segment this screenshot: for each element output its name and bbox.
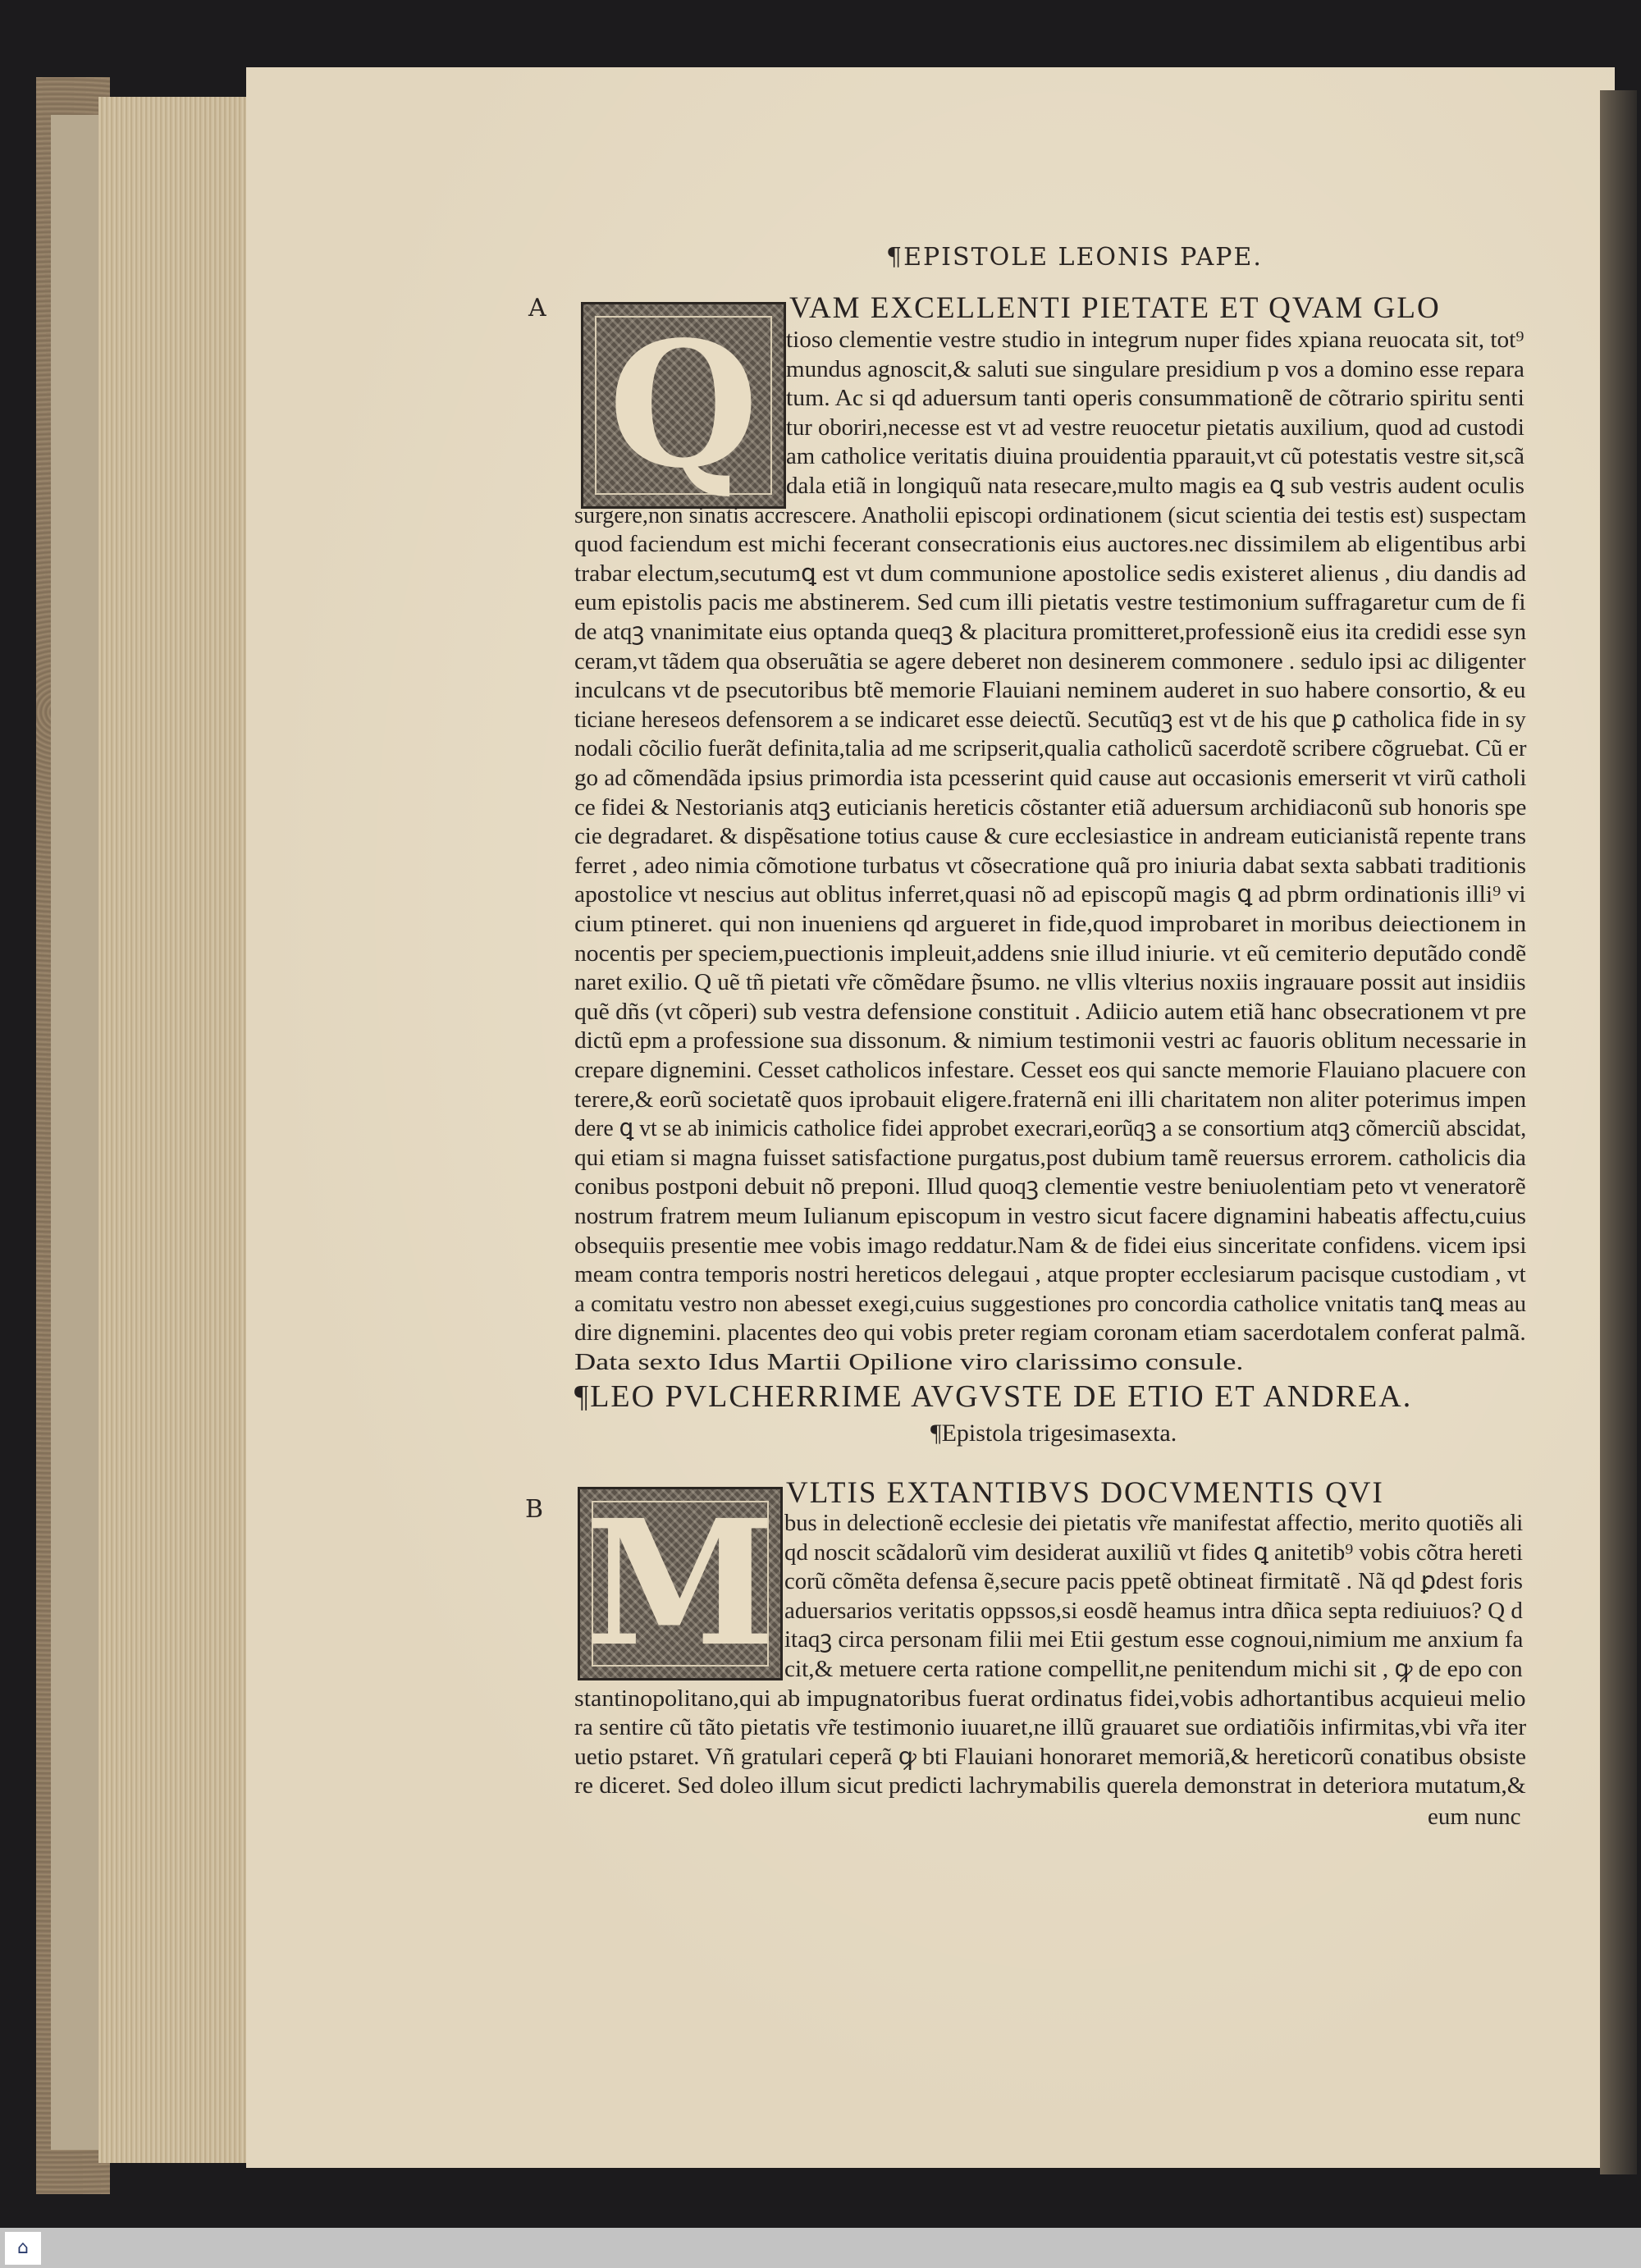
letter-subheading: ¶Epistola trigesimasexta. — [930, 1420, 1177, 1447]
text-line: dala etiã in longiquũ nata resecare,multo magis ea ꝗ sub vestris audent oculis — [786, 473, 1525, 499]
margin-letter-b: B — [525, 1495, 544, 1524]
text-line: uetio pstaret. Vñ gratulari ceperã ꝙ bti Flauiani honoraret memoriã,& hereticorũ conatibus obsiste — [574, 1743, 1527, 1770]
letter-heading: ¶LEO PVLCHERRIME AVGVSTE DE ETIO ET ANDREA. — [574, 1379, 1413, 1414]
text-line: am catholice veritatis diuina prouidentia pparauit,vt cũ potestatis vestre sit,scã — [786, 443, 1524, 470]
text-line: terere,& eorũ societatẽ quos iprobauit eligere.fraternã eni illi charitatem non aliter poterimus impen — [574, 1086, 1527, 1113]
text-line: nodali cõcilio fuerãt definita,talia ad me scripserit,qualia catholicũ sacerdotẽ scribere cõgruebat. Cũ er — [574, 735, 1527, 762]
text-line: eum epistolis pacis me abstinerem. Sed cum illi pietatis vestre testimonium suffragaretur cum de fi — [574, 589, 1526, 616]
text-line: dire dignemini. placentes deo qui vobis preter regiam coronam etiam sacerdotalem conferat palmã. — [574, 1319, 1526, 1347]
text-line: cium ptineret. qui non inueniens qd argueret in fide,quod improbaret in moribus deiectionem in — [574, 911, 1527, 937]
text-line: ceram,vt tãdem qua obseruãtia se agere deberet non desinerem commonere . sedulo ipsi ac diligenter — [574, 647, 1526, 674]
library-logo-icon: ⌂ — [5, 2232, 41, 2265]
paragraph-mark: ¶ — [930, 1420, 942, 1447]
text-line: qui etiam si magna fuisset satisfactione purgatus,post dubium tamẽ reuersus errorem. catholicis dia — [574, 1144, 1526, 1171]
text-line: trabar electum,secutumꝗ est vt dum communione apostolice sedis existeret alienus , diu dandis ad — [574, 560, 1527, 587]
text-line: ticiane hereseos defensorem a se indicaret esse deiectũ. Secutũqꝫ est vt de his que ꝑ catholica fide in sy — [574, 706, 1526, 733]
initial-letter: Q — [608, 304, 759, 506]
text-line: qd noscit scãdalorũ vim desiderat auxiliũ vt fides ꝗ anitetib⁹ vobis cõtra hereti — [784, 1539, 1523, 1566]
text-line: quẽ dñs (vt cõperi) sub vestra defensione constituit . Adiicio autem etiã hanc obsecrationem vt pre — [574, 998, 1527, 1025]
cover-edge — [51, 115, 100, 2150]
text-line: corũ cõmẽta defensa ẽ,secure pacis ppetẽ obtineat firmitatẽ . Nã qd ꝑdest foris — [784, 1568, 1523, 1595]
margin-letter-a: A — [528, 294, 546, 322]
text-line: ra sentire cũ tãto pietatis vr̃e testimonio iuuaret,ne illũ grauaret sue ordiatiõis infirmitas,vbi vr̃a iter — [574, 1714, 1527, 1741]
text-line: Data sexto Idus Martii Opilione viro clarissimo consule. — [574, 1349, 1244, 1375]
text-line: cit,& metuere certa ratione compellit,ne penitendum michi sit , ꝙ de epo con — [784, 1656, 1523, 1682]
section-b-opening: VLTIS EXTANTIBVS DOCVMENTIS QVI — [786, 1476, 1384, 1510]
text-line: a comitatu vestro non abesset exegi,cuius suggestiones pro concordia catholice vnitatis tanꝗ meas au — [574, 1290, 1527, 1317]
text-line: stantinopolitano,qui ab impugnatoribus fuerat ordinatus fidei,vobis adhortantibus acquieui melio — [574, 1685, 1526, 1712]
text-line: tioso clementie vestre studio in integrum nuper fides xpiana reuocata sit, tot⁹ — [786, 327, 1524, 353]
text-line: ce fidei & Nestorianis atqꝫ euticianis hereticis cõstanter etiã aduersum archidiaconũ sub honoris spe — [574, 793, 1527, 821]
text-line: ferret , adeo nimia cõmotione turbatus vt cõsecratione quã pro iniuria dabat sexta sabbati traditionis — [574, 852, 1526, 879]
text-line: go ad cõmendãda ipsius primordia ista pcesserint quid cause aut occasionis emerserit vt virũ catholi — [574, 765, 1527, 791]
decorated-initial-m — [578, 1482, 783, 1685]
catchword: eum nunc — [1428, 1804, 1521, 1830]
text-line: cie degradaret. & dispẽsatione totius cause & cure ecclesiastice in andream euticianistã repente trans — [574, 823, 1526, 850]
text-line: crepare dignemini. Cesset catholicos infestare. Cesset eos qui sancte memorie Flauiano placuere con — [574, 1057, 1527, 1083]
text-line: tur oboriri,necesse est vt ad vestre reuocetur pietatis auxilium, quod ad custodi — [786, 414, 1524, 441]
text-line: itaqꝫ circa personam filii mei Etii gestum esse cognoui,nimium me anxium fa — [784, 1626, 1524, 1653]
initial-letter: M — [584, 1482, 776, 1685]
section-a-opening: VAM EXCELLENTI PIETATE ET QVAM GLO — [789, 291, 1441, 325]
text-line: naret exilio. Q uẽ tñ pietati vr̃e cõmẽdare p̃sumo. ne vllis vlterius noxiis ingrauare possit aut insidiis — [574, 969, 1526, 996]
text-line: re diceret. Sed doleo illum sicut predicti lachrymabilis querela demonstrat in deteriora mutatum,& — [574, 1772, 1526, 1799]
text-line: bus in delectionẽ ecclesie dei pietatis vr̃e manifestat affectio, merito quotiẽs ali — [784, 1510, 1524, 1536]
text-line: obsequiis presentie mee vobis imago reddatur.Nam & de fidei eius sinceritate confidens. vicem ipsi — [574, 1232, 1527, 1259]
text-line: conibus postponi debuit nõ preponi. Illud quoqꝫ clementie vestre beniuolentiam peto vt veneratorẽ — [574, 1173, 1526, 1200]
text-line: de atqꝫ vnanimitate eius optanda queqꝫ & placitura promitteret,professionẽ eius ita credidi esse syn — [574, 619, 1527, 645]
text-line: surgere,non sinatis accrescere. Anatholii episcopi ordinationem (sicut scientia dei testis est) suspectam — [574, 501, 1527, 528]
text-line: nostrum fratrem meum Iulianum episcopum in vestro sicut facere dignamini habeatis affectu,cuius — [574, 1203, 1527, 1229]
text-line: aduersarios veritatis oppssos,si eosdẽ heamus intra dñica septa rediuiuos? Q d — [784, 1597, 1523, 1624]
paragraph-mark: ¶ — [886, 243, 904, 272]
text-line: dere ꝗ vt se ab inimicis catholice fidei approbet execrari,eorũqꝫ a se consortium atqꝫ cõmerciũ abscidat, — [574, 1115, 1527, 1142]
text-line: meam contra temporis nostri hereticos delegaui , atque propter ecclesiarum pacisque custodiam , vt — [574, 1261, 1526, 1288]
text-line: nocentis per speciem,puectionis impleuit,addens snie illud iniurie. vt eũ cemiterio deputãdo condẽ — [574, 940, 1527, 967]
text-line: tum. Ac si qd aduersum tanti operis consummationẽ de cõtrario spiritu senti — [786, 385, 1524, 412]
text-line: inculcans vt de psecutoribus btẽ memorie Flauiani neminem auderet in suo habere consortio, & eu — [574, 677, 1526, 704]
gutter-shadow — [1600, 90, 1637, 2174]
text-line: mundus agnoscit,& saluti sue singulare presidium p vos a domino esse repara — [786, 355, 1524, 382]
paragraph-mark: ¶ — [574, 1379, 591, 1414]
text-line: dictũ epm a professione sua dissonum. & nimium testimonii vestri ac fauoris oblitum necessarie in — [574, 1027, 1527, 1054]
text-line: apostolice vt nescius aut oblitus inferret,quasi nõ ad episcopũ magis ꝗ ad pbrm ordinationis illi⁹ vi — [574, 881, 1526, 908]
text-line: quod faciendum est michi fecerant consecrationis eius auctores.nec dissimilem ab eligentibus arbi — [574, 531, 1527, 558]
decorated-initial-q — [581, 302, 786, 509]
running-head: ¶EPISTOLE LEONIS PAPE. — [886, 243, 1263, 272]
viewer-footer-bar — [0, 2228, 1641, 2268]
